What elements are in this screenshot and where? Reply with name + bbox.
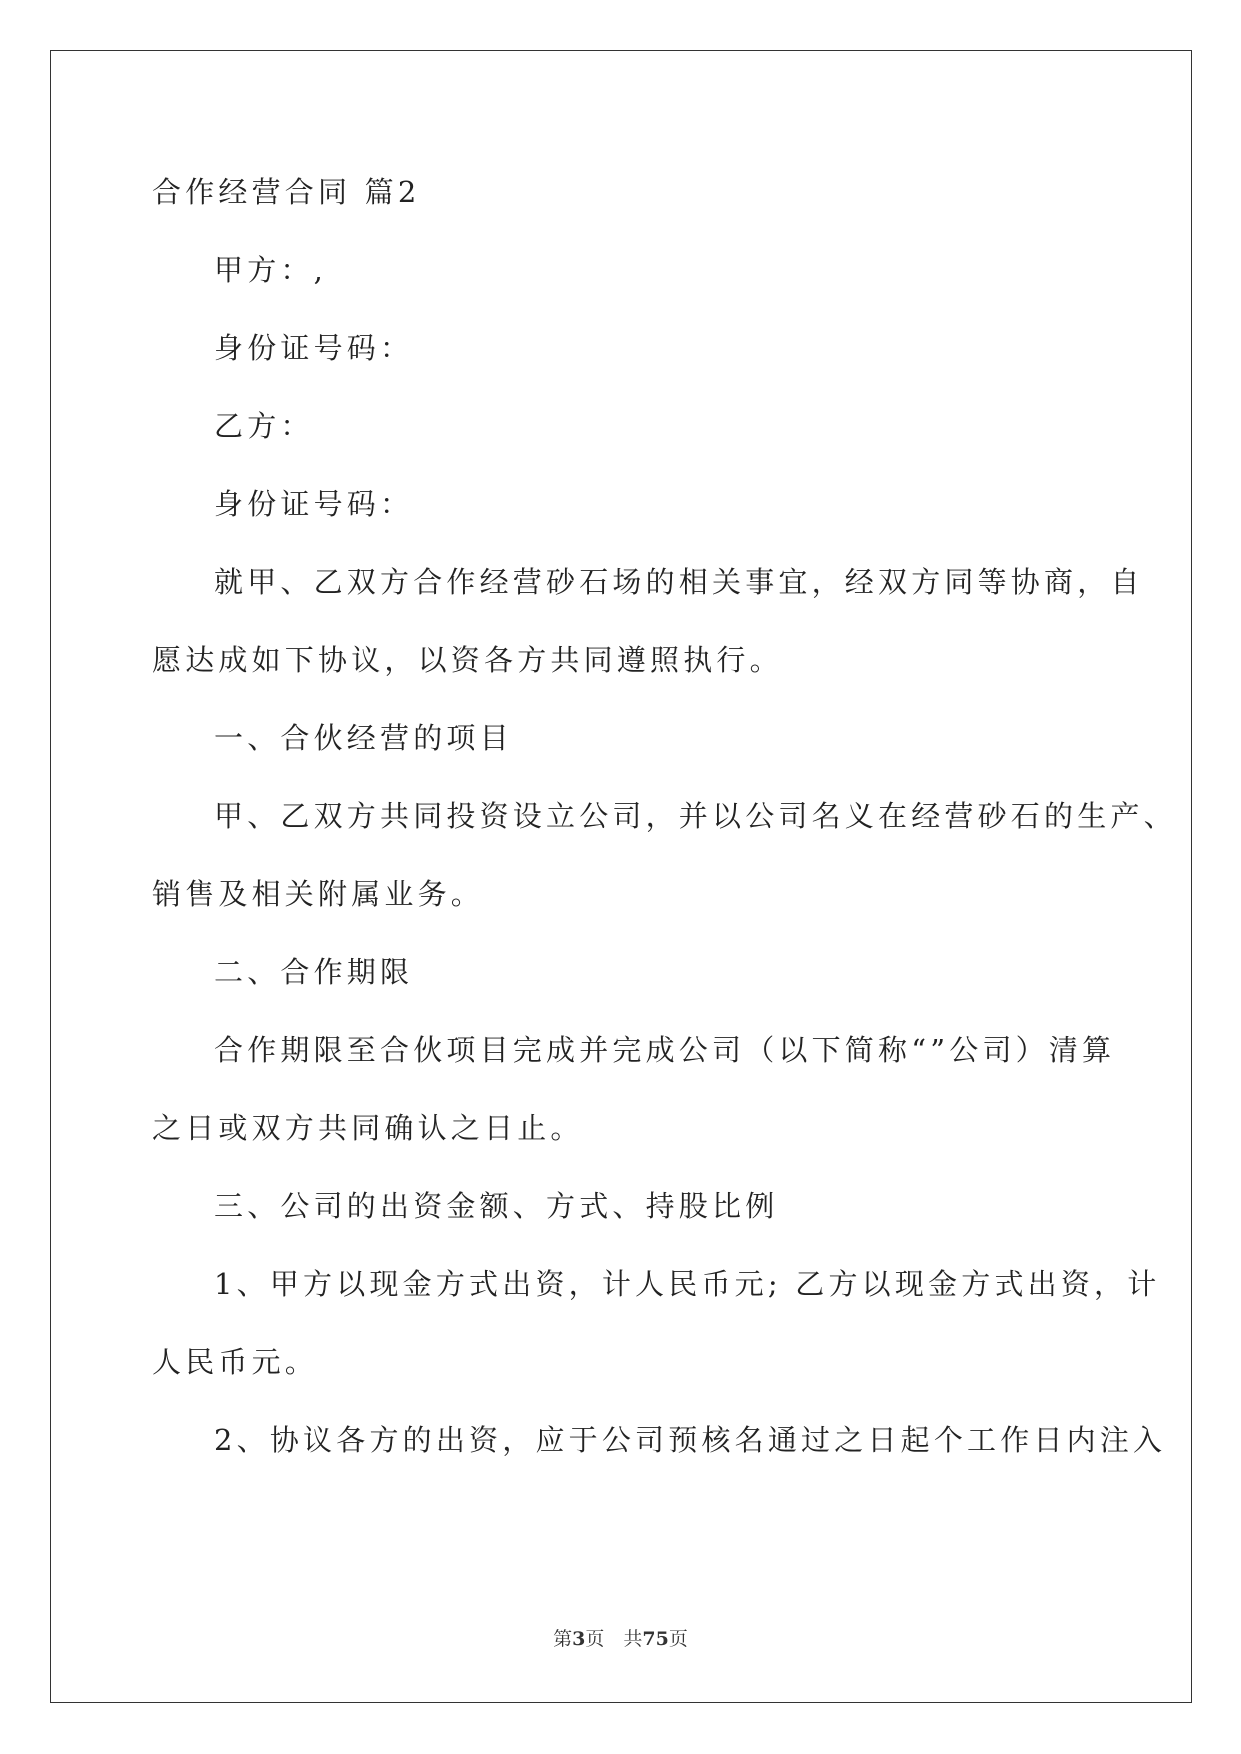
paragraph-line: 2、协议各方的出资，应于公司预核名通过之日起个工作日内注入 [214,1423,1167,1457]
footer-prefix: 第 [553,1628,573,1650]
document-title: 合作经营合同 篇2 [152,175,421,209]
paragraph-line: 合作期限至合伙项目完成并完成公司（以下简称“”公司）清算 [214,1033,1116,1067]
section-heading: 二、合作期限 [214,955,414,989]
party-b-id-line: 身份证号码： [214,487,414,521]
party-b-line: 乙方： [214,409,314,443]
footer-suffix: 页 [668,1628,688,1650]
paragraph-line: 销售及相关附属业务。 [152,877,485,911]
paragraph-line: 1、甲方以现金方式出资，计人民币元; 乙方以现金方式出资，计 [214,1267,1161,1301]
total-page-number: 75 [642,1628,669,1650]
footer-middle: 页 共 [585,1628,643,1650]
section-heading: 一、合伙经营的项目 [214,721,513,755]
party-a-line: 甲方：, [214,253,328,287]
paragraph-line: 之日或双方共同确认之日止。 [152,1111,584,1145]
party-a-id-line: 身份证号码： [214,331,414,365]
page-footer [0,1627,1241,1651]
paragraph-line: 甲、乙双方共同投资设立公司，并以公司名义在经营砂石的生产、 [214,799,1177,833]
section-heading: 三、公司的出资金额、方式、持股比例 [214,1189,779,1223]
current-page-number: 3 [572,1628,586,1650]
paragraph-line: 人民币元。 [152,1345,319,1379]
paragraph-line: 愿达成如下协议，以资各方共同遵照执行。 [152,643,783,677]
paragraph-line: 就甲、乙双方合作经营砂石场的相关事宜，经双方同等协商，自 [214,565,1144,599]
